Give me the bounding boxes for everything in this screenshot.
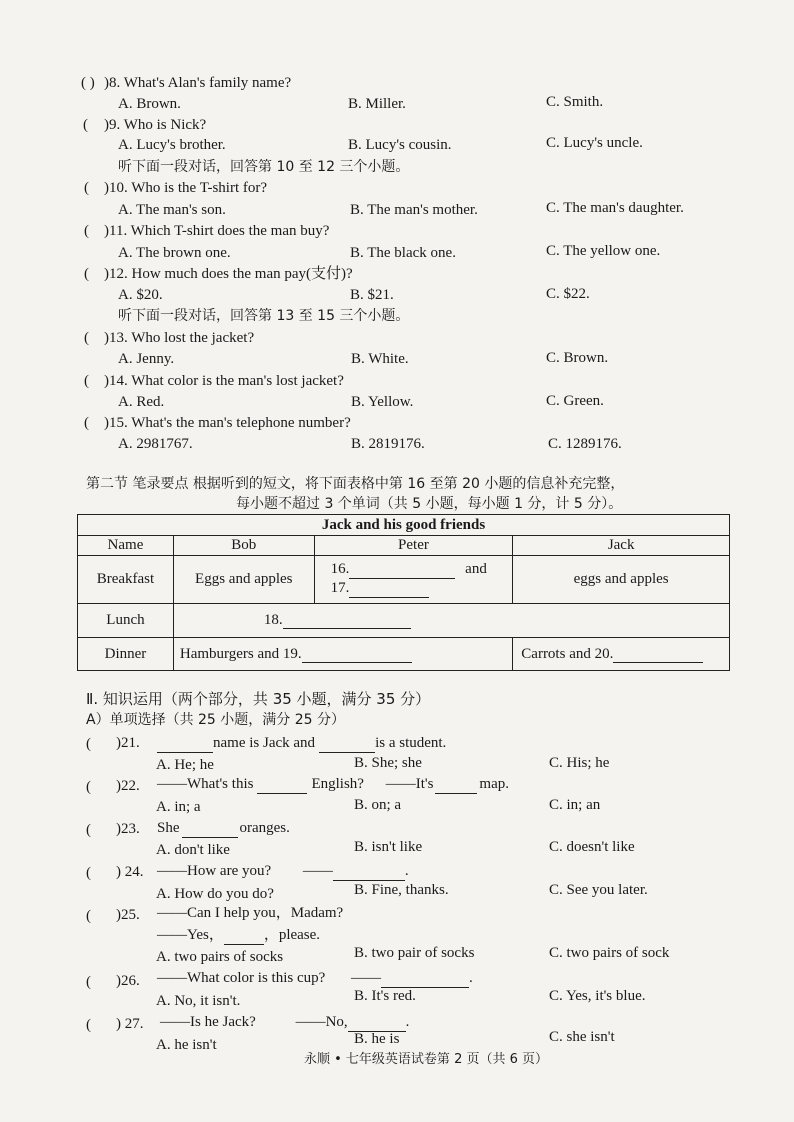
option-c: C. 1289176. <box>548 436 622 452</box>
stem-part: . <box>404 863 409 879</box>
stem-part: . <box>469 970 473 986</box>
blank[interactable] <box>435 793 477 794</box>
option-c: C. Smith. <box>546 94 604 110</box>
stem-part: oranges. <box>239 820 290 836</box>
blank[interactable] <box>157 752 213 753</box>
option-c: C. Green. <box>546 393 604 409</box>
answer-blank-20[interactable] <box>613 662 703 663</box>
question-stem: )14. What color is the man's lost jacket? <box>104 373 344 389</box>
jack-breakfast: eggs and apples <box>513 556 730 604</box>
option-a: A. The brown one. <box>118 245 231 261</box>
page-footer: 永顺 • 七年级英语试卷第 2 页（共 6 页） <box>304 1052 549 1067</box>
option-c: C. See you later. <box>549 882 648 898</box>
option-a: A. Red. <box>118 394 165 410</box>
blank[interactable] <box>224 944 264 945</box>
option-b: B. isn't like <box>354 839 423 855</box>
answer-paren: ( <box>84 415 89 431</box>
answer-paren: ( <box>84 223 89 239</box>
option-a: A. Jenny. <box>118 351 175 367</box>
question-stem: )12. How much does the man pay(支付)? <box>104 266 353 282</box>
partA-title: A）单项选择（共 25 小题，满分 25 分） <box>86 712 346 728</box>
option-b: B. on; a <box>354 797 402 813</box>
option-a: A. in; a <box>156 799 201 815</box>
header-peter: Peter <box>314 536 513 556</box>
blank[interactable] <box>257 793 307 794</box>
question-stem: )9. Who is Nick? <box>104 117 207 133</box>
stem-part: ——Is he Jack? <box>160 1014 256 1030</box>
and-text: and <box>465 561 487 577</box>
answer-blank-18[interactable] <box>283 628 411 629</box>
answer-paren: ( <box>86 736 91 752</box>
stem-part: ——How are you? <box>157 863 272 879</box>
blank[interactable] <box>182 837 238 838</box>
blank-18-label: 18. <box>263 612 283 628</box>
answer-blank-19[interactable] <box>302 662 412 663</box>
option-b: B. 2819176. <box>351 436 425 452</box>
blank-17-label: 17. <box>330 580 350 596</box>
answer-paren: ( ) <box>81 75 95 91</box>
question-stem: )13. Who lost the jacket? <box>104 330 255 346</box>
option-b: B. Fine, thanks. <box>354 882 449 898</box>
question-stem <box>157 733 446 753</box>
option-b: B. Miller. <box>348 96 406 112</box>
question-number: )21. <box>116 735 140 751</box>
option-c: C. two pairs of sock <box>549 945 670 961</box>
option-a: A. He; he <box>156 757 214 773</box>
option-b: B. It's red. <box>354 988 416 1004</box>
header-bob: Bob <box>173 536 314 556</box>
option-c: C. Brown. <box>546 350 609 366</box>
stem-part: ——It's <box>385 776 434 792</box>
option-a: A. don't like <box>156 842 230 858</box>
lunch-label: Lunch <box>78 604 174 638</box>
answer-paren: ( <box>84 373 89 389</box>
option-c: C. The man's daughter. <box>546 200 684 216</box>
option-a: A. two pairs of socks <box>156 949 284 965</box>
stem-part: ——No, <box>295 1014 348 1030</box>
question-stem: )11. Which T-shirt does the man buy? <box>104 223 330 239</box>
option-a: A. How do you do? <box>156 886 274 902</box>
instruction-13-15: 听下面一段对话，回答第 13 至 15 三个小题。 <box>118 308 410 324</box>
option-a: A. The man's son. <box>118 202 226 218</box>
answer-paren: ( <box>84 266 89 282</box>
option-b: B. The man's mother. <box>350 202 478 218</box>
option-a: A. he isn't <box>156 1037 217 1053</box>
section2-instruction-line1: 第二节 笔录要点 根据听到的短文，将下面表格中第 16 至第 20 小题的信息补充完整， <box>86 476 625 492</box>
question-number: )23. <box>116 821 140 837</box>
stem-part: English? <box>311 776 364 792</box>
option-c: C. Lucy's uncle. <box>546 135 643 151</box>
option-a: A. 2981767. <box>118 436 193 452</box>
header-jack: Jack <box>513 536 730 556</box>
option-b: B. White. <box>351 351 409 367</box>
option-b: B. he is <box>354 1031 400 1047</box>
stem-part: ——What's this <box>157 776 254 792</box>
question-stem-line2 <box>157 925 320 945</box>
question-number: ) 27. <box>116 1016 144 1032</box>
option-c: C. $22. <box>546 286 590 302</box>
answer-paren: ( <box>84 330 89 346</box>
dinner-bob-peter-cell <box>173 638 512 671</box>
header-name: Name <box>78 536 174 556</box>
lunch-cell <box>173 604 729 638</box>
dinner-bob-text: Hamburgers and <box>179 645 280 662</box>
question-stem: )8. What's Alan's family name? <box>104 75 292 91</box>
option-a: A. Lucy's brother. <box>118 137 226 153</box>
option-a: A. $20. <box>118 287 163 303</box>
blank-16-label: 16. <box>330 561 350 577</box>
answer-blank-17[interactable] <box>349 597 429 598</box>
stem-part: ——Yes， <box>157 927 224 943</box>
blank-19-label: 19. <box>282 645 302 662</box>
option-c: C. Yes, it's blue. <box>549 988 646 1004</box>
answer-paren: ( <box>86 779 91 795</box>
answer-paren: ( <box>86 908 91 924</box>
option-a: A. No, it isn't. <box>156 993 241 1009</box>
part2-title: Ⅱ. 知识运用（两个部分，共 35 小题，满分 35 分） <box>86 690 431 708</box>
option-c: C. in; an <box>549 797 601 813</box>
question-stem <box>157 968 473 988</box>
dinner-jack-cell <box>513 638 730 671</box>
option-c: C. His; he <box>549 755 610 771</box>
stem-part: name is Jack and <box>213 735 316 751</box>
bob-breakfast: Eggs and apples <box>173 556 314 604</box>
stem-part: ，please. <box>263 927 321 943</box>
lunch-row <box>78 604 730 638</box>
question-stem <box>157 861 409 881</box>
option-b: B. The black one. <box>350 245 456 261</box>
instruction-10-12: 听下面一段对话，回答第 10 至 12 三个小题。 <box>118 159 410 175</box>
question-number: )25. <box>116 907 140 923</box>
stem-part: —— <box>351 970 382 986</box>
stem-part: ——What color is this cup? <box>157 970 326 986</box>
answer-paren: ( <box>86 1017 91 1033</box>
stem-part: map. <box>479 776 509 792</box>
answer-paren: ( <box>83 117 88 133</box>
stem-part: —— <box>302 863 333 879</box>
question-number: )26. <box>116 973 140 989</box>
dinner-jack-text: Carrots and <box>521 645 591 662</box>
answer-paren: ( <box>86 865 91 881</box>
question-stem-line1: ——Can I help you，Madam? <box>157 905 344 921</box>
option-b: B. two pair of socks <box>354 945 475 961</box>
dinner-label: Dinner <box>78 638 174 671</box>
stem-part: is a student. <box>375 735 447 751</box>
peter-breakfast-cell <box>314 556 513 604</box>
option-b: B. $21. <box>350 287 394 303</box>
question-stem <box>157 818 290 838</box>
option-b: B. Yellow. <box>351 394 414 410</box>
option-a: A. Brown. <box>118 96 181 112</box>
option-c: C. The yellow one. <box>546 243 661 259</box>
question-stem <box>157 774 509 794</box>
blank-20-label: 20. <box>594 645 614 662</box>
option-b: B. She; she <box>354 755 422 771</box>
table-title: Jack and his good friends <box>78 515 730 536</box>
dinner-row <box>78 638 730 671</box>
answer-paren: ( <box>86 822 91 838</box>
stem-part: . <box>405 1014 410 1030</box>
breakfast-label: Breakfast <box>78 556 174 604</box>
option-c: C. doesn't like <box>549 839 635 855</box>
answer-paren: ( <box>86 974 91 990</box>
option-b: B. Lucy's cousin. <box>348 137 452 153</box>
question-stem: )15. What's the man's telephone number? <box>104 415 351 431</box>
answer-paren: ( <box>84 180 89 196</box>
notes-table <box>77 514 730 671</box>
option-c: C. she isn't <box>549 1029 615 1045</box>
stem-part: She <box>157 820 180 836</box>
question-number: )22. <box>116 778 140 794</box>
question-number: ) 24. <box>116 864 144 880</box>
section2-instruction-line2: 每小题不超过 3 个单词（共 5 小题，每小题 1 分，计 5 分）。 <box>236 496 623 512</box>
breakfast-row <box>78 556 730 604</box>
question-stem: )10. Who is the T-shirt for? <box>104 180 268 196</box>
